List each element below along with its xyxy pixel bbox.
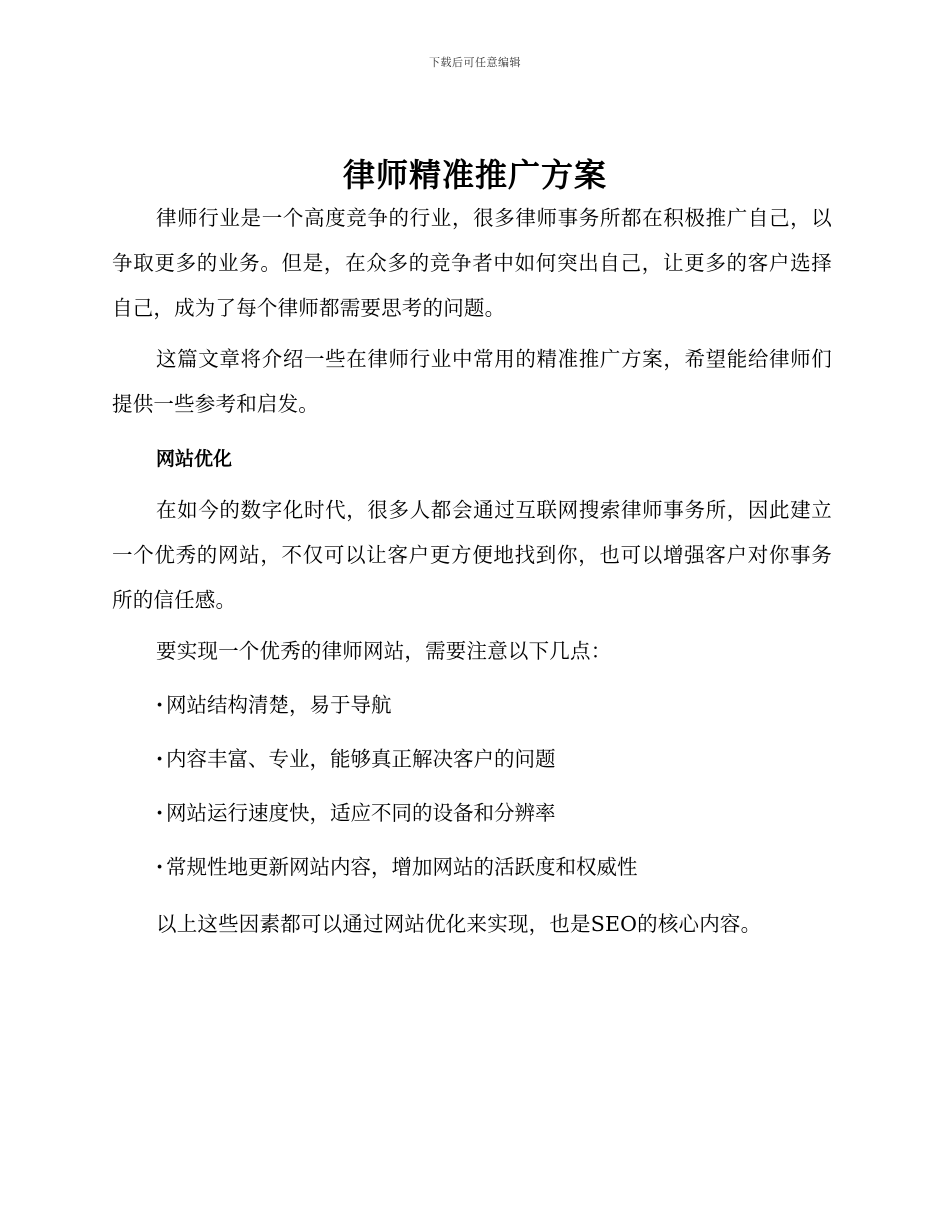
list-item (156, 846, 836, 900)
conclusion-paragraph: 以上这些因素都可以通过网站优化来实现，也是SEO的核心内容。 (156, 912, 762, 936)
document-title: 律师精准推广方案 (342, 156, 607, 194)
requirements-list (156, 684, 836, 900)
purpose-paragraph: 这篇文章将介绍一些在律师行业中常用的精准推广方案，希望能给律师们提供一些参考和启发。 (112, 347, 832, 416)
list-item (156, 738, 836, 792)
list-item (156, 684, 836, 738)
bullet-icon: · (156, 801, 164, 825)
list-item-text: 常规性地更新网站内容，增加网站的活跃度和权威性 (166, 855, 638, 879)
header-note: 下载后可任意编辑 (429, 56, 521, 69)
list-item-text: 内容丰富、专业，能够真正解决客户的问题 (166, 747, 556, 771)
bullet-icon: · (156, 747, 164, 771)
section-heading: 网站优化 (156, 448, 233, 470)
bullet-icon: · (156, 855, 164, 879)
list-item-text: 网站运行速度快，适应不同的设备和分辨率 (166, 801, 556, 825)
list-item (156, 792, 836, 846)
section-lead-paragraph: 要实现一个优秀的律师网站，需要注意以下几点： (156, 639, 612, 663)
intro-paragraph: 律师行业是一个高度竞争的行业，很多律师事务所都在积极推广自己，以争取更多的业务。但是，在众多的竞争者中如何突出自己，让更多的客户选择自己，成为了每个律师都需要思考的问题。 (112, 206, 832, 320)
bullet-icon: · (156, 693, 164, 717)
section-intro-paragraph: 在如今的数字化时代，很多人都会通过互联网搜索律师事务所，因此建立一个优秀的网站，不仅可以让客户更方便地找到你，也可以增强客户对你事务所的信任感。 (112, 498, 832, 612)
list-item-text: 网站结构清楚，易于导航 (166, 693, 392, 717)
